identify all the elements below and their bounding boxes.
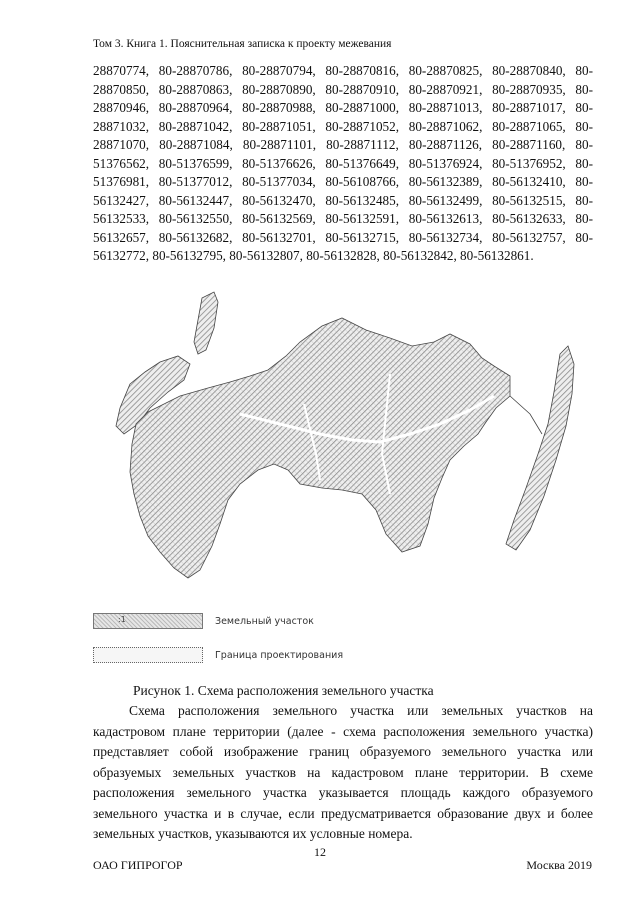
legend-label-land-plot: Земельный участок <box>215 615 314 627</box>
legend-label-boundary: Граница проектирования <box>215 649 344 661</box>
main-paragraph <box>93 701 593 845</box>
legend-swatch-boundary <box>93 647 203 663</box>
figure-caption: Рисунок 1. Схема расположения земельного участка <box>133 683 434 698</box>
page-number: 12 <box>314 845 326 859</box>
map-northern-strip <box>194 292 218 354</box>
land-plot-map <box>90 284 610 584</box>
footer-city-year: Москва 2019 <box>526 858 592 872</box>
paragraph-text: Схема расположения земельного участка или земельных участков на кадастровом плане территории (далее - схема расположения земельного участка) представляет собой изображение границ образуемого земельного участка или образуемых земельных участков на кадастровом плане территории. В схеме расположения земельного участка указывается площадь каждого образуемого земельного участка и в случае, если предусматривается образование двух и более земельных участков, указываются их условные номера. <box>93 703 593 841</box>
map-legend <box>93 603 493 673</box>
legend-item-land-plot <box>93 613 314 629</box>
legend-item-boundary <box>93 647 343 663</box>
footer-organization: ОАО ГИПРОГОР <box>93 858 183 872</box>
legend-swatch-marker: :1 <box>118 615 126 624</box>
legend-swatch-land-plot <box>93 613 203 629</box>
running-header: Том 3. Книга 1. Пояснительная записка к проекту межевания <box>93 38 392 50</box>
cadastral-numbers-text: 28870774, 80-28870786, 80-28870794, 80-28870816, 80-28870825, 80-28870840, 80-28870850, 80-28870863, 80-28870890, 80-28870910, 80-28870921, 80-28870935, 80-28870946, 80-28870964, 80-28870988, 80-28871000, 80-28871013, 80-28871017, 80-28871032, 80-28871042, 80-28871051, 80-28871052, 80-28871062, 80-28871065, 80-28871070, 80-28871084, 80-28871101, 80-28871112, 80-28871126, 80-28871160, 80-51376562, 80-51376599, 80-51376626, 80-51376649, 80-51376924, 80-51376952, 80-51376981, 80-51377012, 80-51377034, 80-56108766, 80-56132389, 80-56132410, 80-56132427, 80-56132447, 80-56132470, 80-56132485, 80-56132499, 80-56132515, 80-56132533, 80-56132550, 80-56132569, 80-56132591, 80-56132613, 80-56132633, 80-56132657, 80-56132682, 80-56132701, 80-56132715, 80-56132734, 80-56132757, 80-56132772, 80-56132795, 80-56132807, 80-56132828, 80-56132842, 80-56132861. <box>93 63 593 263</box>
cadastral-number-list <box>93 62 593 266</box>
map-coastal-strip <box>506 346 574 550</box>
